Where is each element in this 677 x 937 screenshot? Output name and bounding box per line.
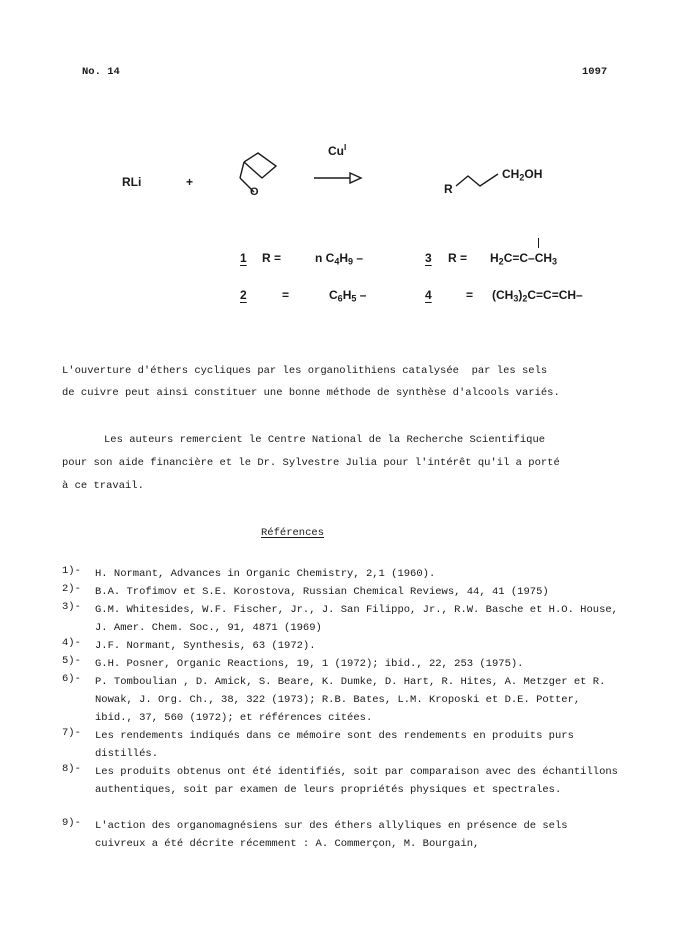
ring-oxygen: O [250,186,259,198]
reference-number: 1)- [62,565,81,577]
references-heading: Références [261,527,325,539]
product-r-group: R [444,182,453,196]
product-ch2oh: $CH_2OH$ [502,167,543,183]
reference-number: 8)- [62,763,81,775]
acknowledgement-line-1: Les auteurs remercient le Centre National de la Recherche Scientifique [104,434,546,446]
reference-item [62,673,622,727]
substituent-phenyl: $C_6H_5$ – [329,288,367,304]
reference-item [62,817,622,853]
substituent-propenyl: $H_2C=C-CH_3$ [490,251,558,267]
reference-item [62,763,622,817]
catalyst-label: $Cu^I$ [328,142,347,158]
reference-text: G.H. Posner, Organic Reactions, 19, 1 (1972); ibid., 22, 253 (1975). [95,658,524,670]
reference-number: 3)- [62,601,81,613]
reference-text: P. Tomboulian , D. Amick, S. Beare, K. Dumke, D. Hart, R. Hites, A. Metzger et R. Nowak, J. Org. Ch., 38, 322 (1973); R.B. Bates, L.M. Kroposki et D.E. Potter, ibid., 37, 560 (1972); et références citées. [95,676,606,724]
product-chain-structure [454,168,504,192]
reference-text: G.M. Whitesides, W.F. Fischer, Jr., J. San Filippo, Jr., R.W. Basche et H.O. House, J. Amer. Chem. Soc., 91, 4871 (1969) [95,604,618,634]
propenyl-bond-mark [538,238,539,248]
reference-number: 9)- [62,817,81,829]
reference-item [62,583,622,601]
reference-text: J.F. Normant, Synthesis, 63 (1972). [95,640,316,652]
reference-number: 6)- [62,673,81,685]
r-equals-4: = [466,288,474,302]
reference-item [62,565,622,583]
journal-issue: No. 14 [82,66,120,78]
paragraph-1-line-2: de cuivre peut ainsi constituer une bonne méthode de synthèse d'alcools variés. [62,387,560,399]
r-equals-2: = [282,288,290,302]
reference-item [62,727,622,763]
reference-item [62,637,622,655]
reference-item [62,655,622,673]
substituent-allenyl: $(CH_3)_2C=C=CH-$ [492,288,583,304]
acknowledgement-line-2: pour son aide financière et le Dr. Sylvestre Julia pour l'intérêt qu'il a porté [62,457,560,469]
compound-number-2: 2 [240,288,247,302]
plus-sign: + [186,175,194,189]
compound-number-1: 1 [240,251,247,265]
reference-number: 5)- [62,655,81,667]
reagent-rli: RLi [122,175,142,189]
reference-text: H. Normant, Advances in Organic Chemistry, 2,1 (1960). [95,568,436,580]
reference-text: Les rendements indiqués dans ce mémoire sont des rendements en produits purs distillés. [95,730,574,760]
oxetane-ring-structure [226,148,296,204]
paragraph-1-line-1: L'ouverture d'éthers cycliques par les organolithiens catalysée par les sels [62,365,548,377]
reference-number: 7)- [62,727,81,739]
reference-text: B.A. Trofimov et S.E. Korostova, Russian Chemical Reviews, 44, 41 (1975) [95,586,549,598]
reference-text: L'action des organomagnésiens sur des éthers allyliques en présence de sels cuivreux a été décrite récemment : A. Commerçon, M. Bourgain, [95,820,568,850]
acknowledgement-line-3: à ce travail. [62,480,144,492]
reference-text: Les produits obtenus ont été identifiés, soit par comparaison avec des échantillons authentiques, soit par examen de leurs propriétés physiques et spectrales. [95,766,618,796]
reference-number: 4)- [62,637,81,649]
substituent-butyl: n $C_4H_9$ – [315,251,364,267]
compound-number-4: 4 [425,288,432,302]
r-equals-1: R = [262,251,282,265]
reference-number: 2)- [62,583,81,595]
reference-item [62,601,622,637]
page-number: 1097 [582,66,608,78]
compound-number-3: 3 [425,251,432,265]
r-equals-3: R = [448,251,468,265]
reaction-arrow [314,171,364,185]
